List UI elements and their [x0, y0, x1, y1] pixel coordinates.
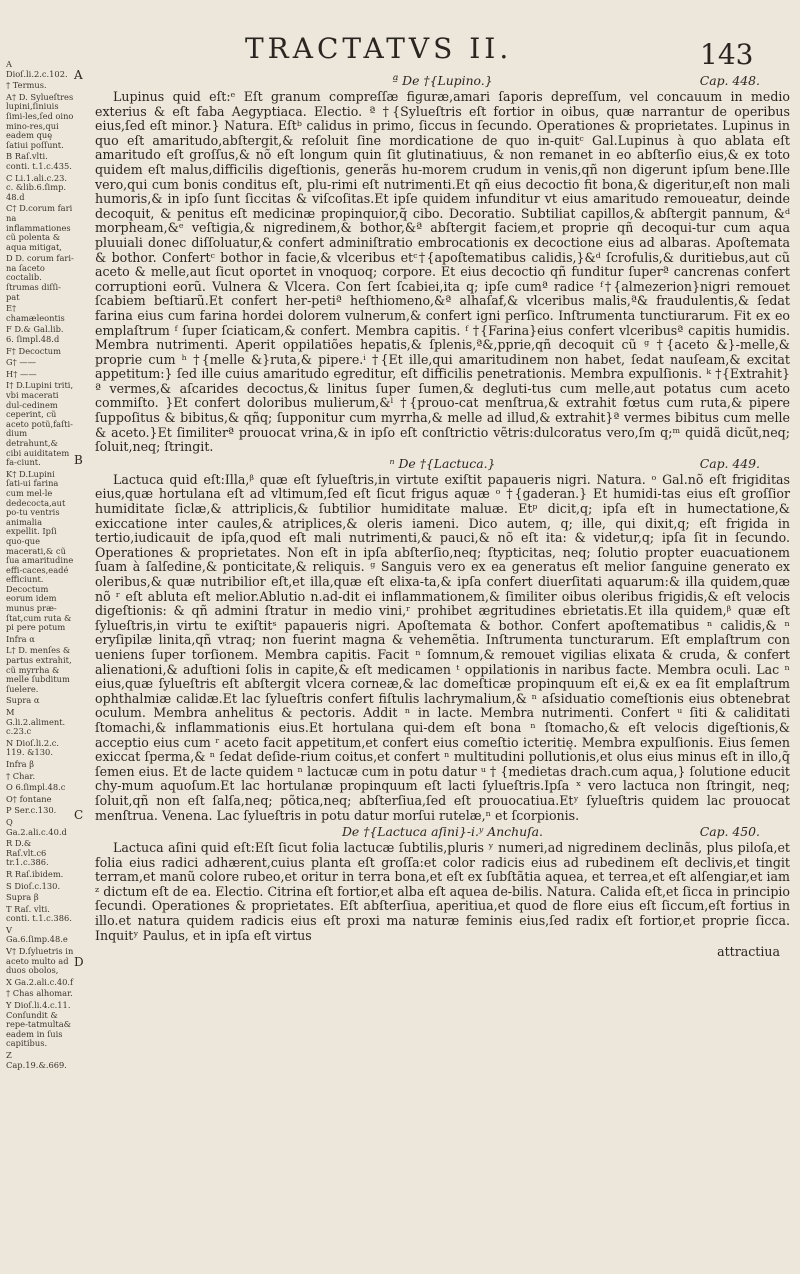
margin-note: Z Cap.19.&.669.	[6, 1050, 67, 1070]
margin-note: A Dioſ.li.2.c.102.	[6, 59, 68, 79]
section-heading	[95, 74, 790, 90]
section-title: De †{Lactuca aſini}-i.ʸ Anchuſa.	[342, 824, 543, 840]
margin-note: A† D. Sylueſtres lupini,ſiniuis ſimi-les,ſed oino mino-res,qui eadem quę ſatiui poſſunt.	[6, 91, 74, 150]
margin-note: Q Ga.2.ali.c.40.d	[6, 816, 67, 837]
margin-note: G† ——	[6, 357, 37, 368]
paragraph: Lactuca aſini quid eſt:Eſt ſicut folia lactucæ ſubtilis,pluris ʸ numeri,ad nigredinem declinãs, plus piloſa,et folia eius radici adhærent,cuius planta eſt groſſa:et color radicis eius ad rubedinem eſt declivis,et tingit terram,et manũ colore rubeo,et oritur in terra bona,et eſt ex ſubſtãtia aquea, et terrea,et eſt alſengiar,et iam ᶻ dictum eſt de ea. Electio. Citrina eſt fortior,et alba eſt aquea de-bilis. Natura. Calida eſt,et ſicca in principio ſecundi. Operationes & proprietates. Eſt abſterſiua, aperitiua,et quod de flore eius eſt ſiccum,eſt fortius in illo.et natura quidem radicis eius eſt proxi ma naturæ feminis eius,ſed radix eſt fortior,et proprie ſicca. Inquitʸ Paulus, et in ipſa eſt virtus	[95, 840, 790, 943]
margin-note: Supra α	[6, 695, 40, 706]
margin-note: T Raſ. vlti. conti. t.1.c.386.	[6, 903, 72, 924]
running-title: TRACTATVS II.	[245, 32, 513, 65]
paragraph: Lactuca quid eſt:Illa,ᵝ quæ eſt ſylueſtris,in virtute exiſtit papaueris nigri. Natura. ᵒ Gal.nõ eſt frigiditas eius,quæ hortulana eſt ad vltimum,ſed eſt ſicut frigus aquæ ᵒ †{gaderan.} Et humidi-tas eius eſt groſſior humiditate ſiclæ,& attriplicis,& ſubtilior humiditate maluæ. Etᵖ dicit,q; ipſa eſt in humectatione,& exiccatione inter caules,& atriplices,& oleris iameni. Dico autem, q; ille, qui dixit,q; eſt frigida in tertio,iudicauit de ipſa,quod eſt mali nutrimenti,& pauci,& nõ eſt ita: & videtur,q; ipſa ſit in ſecundo. Operationes & proprietates. Non eſt in ipſa abſterſio,neq; ſtypticitas, neq; ſolutio propter euacuationem ſuam à ſalſedine,& ponticitate,& reliquis. ᵍ Sanguis vero ex ea generatus eſt melior ſanguine generato ex oleribus,& quæ nutribilior eſt,et illa,quæ eſt elixa-ta,& ipſa confert diuerſitati aquarum:& illa quidem,quæ nõ ʳ eſt abluta eſt melior.Ablutio n.ad-dit ei inflammationem,& ſimiliter oibus oleribus frigidis,& eſt velocis digeſtionis: & qñ admini ſtratur in medio vini,ʳ prohibet ægritudines ebrietatis.Et illa quidem,ᵝ quæ eſt ſylueſtris,in virtu te exiſtitˢ papaueris nigri. Apoſtemata & bothor. Confert apoſtematibus ⁿ calidis,& ⁿ eryſipilæ linita,qñ vtraq; non fuerint magna & vehemẽtia. Inſtrumenta tuncturarum. Eſt emplaſtrum con ueniens ſuper torſionem. Membra capitis. Facit ⁿ ſomnum,& remouet vigilias elixata & cruda, & confert alienationi,& aduſtioni ſolis in capite,& eſt medicamen ᵗ oppilationis in naribus facte. Membra oculi. Lac ⁿ eius,quæ ſylueſtris eſt abſtergit vlcera corneæ,& lac domeſticæ propinquum eſt ei,& ex ea ſit emplaſtrum ophthalmiæ calidæ.Et lac ſylueſtris confert fiſtulis lachrymalium,& ⁿ aſsiduatio comeſtionis eius obtenebrat oculum. Membra anhelitus & pectoris. Addit ⁿ in lacte. Membra nutrimenti. Confert ᵘ ſiti & caliditati ſtomachi,& inflammationis eius.Et hortulana qui-dem eſt bona ⁿ ſtomacho,& eſt velocis digeſtionis,& acceptio eius cum ʳ aceto facit appetitum,et confert eius comeſtio icteritię. Membra expulſionis. Eius ſemen exiccat ſperma,& ⁿ ſedat deſide-rium coitus,et confert ⁿ multitudini pollutionis,et olus eius minus eſt in illo,q̃ ſemen eius. Et de lacte quidem ⁿ lactucæ cum in potu datur ᵘ † {medietas drach.cum aqua,} ſolutione educit chy-mum aquoſum.Et lac hortulanæ propinquum eſt lacti ſylueſtris.Ipſa ˣ vero lactuca non ſtringit, neq; ſoluit,qñ non eſt ſalſa,neq; põtica,neq; abſterſiua,ſed eſt prouocatiua.Etʸ ſylueſtris quidem lac prouocat menſtrua. Venena. Lac ſylueſtris in potu datur morſui rutelæ,ⁿ et ſcorpionis.	[95, 471, 790, 823]
main-text	[95, 74, 790, 960]
section-heading	[95, 457, 790, 473]
margin-note: Infra β	[6, 758, 35, 769]
margin-note: H† ——	[6, 368, 37, 379]
margin-note: F D.& Gal.lib. 6. ſimpl.48.d	[6, 324, 64, 345]
margin-note: I† D.Lupini triti, vbi macerati dul-cedinem ceperint, cũ aceto potũ,faſti-dium detrahunt,& cibi auiditatem fa-ciunt.	[6, 380, 74, 468]
margin-note: N Dioſ.li.2.c. 119. &130.	[6, 737, 60, 758]
margin-note: M G.li.2.aliment. c.23.c	[6, 707, 66, 737]
margin-note: O 6.ſimpl.48.c	[6, 782, 66, 793]
margin-note: Supra β	[6, 892, 39, 903]
chapter-number: Cap. 448.	[699, 73, 760, 88]
margin-note: † Char.	[6, 770, 36, 781]
margin-note: B Raſ.vlti. conti. t.1.c.435.	[6, 151, 72, 171]
section-heading	[95, 825, 790, 841]
margin-note: † Chas alhomar.	[6, 988, 73, 999]
margin-note: E† chamæleontis	[6, 303, 65, 323]
page-number: 143	[700, 38, 754, 71]
margin-note: Infra α	[6, 633, 35, 644]
margin-note: X Ga.2.ali.c.40.f	[6, 976, 74, 987]
running-header	[0, 28, 800, 78]
margin-note: † Termus.	[6, 80, 47, 91]
margin-note: S Dioſ.c.130.	[6, 880, 61, 891]
column-letter: C	[74, 808, 84, 822]
margin-note: L† D. menſes & partus extrahit, cũ myrrha & melle ſubditum ſuelere.	[6, 645, 72, 694]
margin-note: F† Decoctum	[6, 345, 61, 356]
margin-note: R D.& Raſ.vlt.c6 tr.1.c.386.	[6, 838, 49, 868]
catchword: attractiua	[717, 944, 780, 960]
margin-note: O† fontane	[6, 793, 52, 804]
section-title: ª De †{Lupino.}	[392, 73, 493, 88]
margin-note: Y Dioſ.li.4.c.11. Conſundit & repe-tatmulta& eadem in ſuis capitibus.	[6, 1000, 72, 1049]
margin-note: V Ga.6.ſimp.48.e	[6, 924, 68, 945]
margin-note: D D. corum fari-na ſaceto coctalib. ſtrumas diſſi-pat	[6, 253, 74, 302]
paragraph: Lupinus quid eſt:ᵉ Eſt granum compreſſæ figuræ,amari ſaporis depreſſum, vel concauum in medio exterius & eſt faba Aegyptiaca. Electio. ª †{Sylueſtris eſt fortior in oibus, quæ narrantur de operibus eius,ſed eſt minor.} Natura. Eſtᵇ calidus in primo, ſiccus in ſecundo. Operationes & proprietates. Lupinus in quo eſt amaritudo,abſtergit,& reſoluit ſine mordicatione de quo in-quitᶜ Gal.Lupinus à quo ablata eſt amaritudo eſt groſſus,& nõ eſt longum quin ſit glutinatiuus, & non remanet in eo abſterſio eius,& ex toto quidem eſt malus,difficilis digeſtionis, generãs hu-morem crudum in venis,qñ non digerunt ipſum bene.Ille vero,qui cum bonis conditus eſt, plu-rimi eſt nutrimenti.Et qñ eius decoctio fit bona,& digeritur,eſt non mali humoris,& in ipſo ſunt ſiccitas & viſcoſitas.Et ipſe quidem infunditur vt eius amaritudo remoueatur, deinde decoquit, & penitus eſt medicinæ propinquior,q̃ cibo. Decoratio. Subtiliat capillos,& abſtergit pannum, &ᵈ morpheam,&ᵉ veſtigia,& nigredinem,& bothor,&ª abſtergit faciem,et proprie qñ decoqui-tur cum aqua pluuiali donec diſſoluatur,& confert adminiſtratio embrocationis ex decoctione eius ad albaras. Apoſtemata & bothor. Confertᶜ bothor in facie,& vlceribus etᶜ†{apoſtematibus calidis,}&ᵈ ſcrofulis,& duritiebus,aut cũ aceto & melle,aut ſicut oportet in vnoquoq; corpore. Et eius decoctio qñ funditur ſuperª cancrenas confert corruptioni eorũ. Vulnera & Vlcera. Con ſert ſcabiei,ita q; ipſe cumª radice ᶠ†{almezerion}nigri remouet ſcabiem beſtiarũ.Et confert her-petiª heſthiomeno,&ª alhaſaf,& vlceribus malis,ª& fraudulentis,& ſedat farina eius cum farina hordei dolorem vulnerum,& confert igni perſico. Inſtrumenta tunctiurarum. Fit ex eo emplaſtrum ᶠ ſuper ſciaticam,& confert. Membra capitis. ᶠ †{Farina}eius confert vlceribusª capitis humidis. Membra nutrimenti. Aperit oppilatiões hepatis,& ſplenis,ª&,pprie,qñ decoquit cũ ᵍ †{aceto &}-melle,& proprie cum ʰ †{melle &}ruta,& pipere.ⁱ †{Et ille,qui amaritudinem non habet, ſedat nauſeam,& excitat appetitum:} ſed ille cuius amaritudo egreditur, eſt difficilis penetrationis. Membra expulſionis. ᵏ †{Extrahit}ª vermes,& aſcarides decoctus,& linitus ſuper ſumen,& degluti-tus cum melle,aut potatus cum aceto commiſto. }Et confert doloribus mulierum,&ˡ †{prouo-cat menſtrua,& extrahit fœtus cum ruta,& pipere ſuppoſitus & bibitus,& qñq; ſupponitur cum myrrha,& melle ad illud,& extrahit}ª vermes bibitus cum melle & aceto.}Et ſimiliterª prouocat vrina,& in ipſo eſt conſtrictio vẽtris:dulcoratus vero,ſm q;ᵐ quidã dicũt,neq; ſoluit,neq; ſtringit.	[95, 89, 790, 455]
margin-note: C Li.1.ali.c.23. c. &lib.6.ſimp. 48.d	[6, 172, 68, 202]
margin-note: R Raſ.ibidem.	[6, 868, 64, 879]
margin-note: P Ser.c.130.	[6, 805, 57, 816]
chapter-number: Cap. 450.	[699, 824, 760, 840]
column-letter: D	[74, 955, 84, 969]
column-letter: A	[74, 68, 83, 82]
margin-note: C† D.corum fari na inflammationes cũ polenta & aqua mitigat,	[6, 203, 73, 252]
margin-note: V† D.ſyluetris in aceto multo ad duos obolos,	[6, 946, 74, 976]
section-title: ⁿ De †{Lactuca.}	[389, 455, 496, 471]
chapter-number: Cap. 449.	[699, 455, 760, 471]
margin-note: K† D.Lupini ſati-ui farina cum mel-le dedecocta,aut po-tu ventris animalia expellit. Ipſi quo-que macerati,& cũ ſua amaritudine effi-caces,eadé efficiunt. Decoctum eorum idem munus præ-ſtat,cum ruta & pi pere potum	[6, 468, 74, 633]
margin-notes	[6, 60, 74, 1072]
column-letter: B	[74, 453, 83, 467]
